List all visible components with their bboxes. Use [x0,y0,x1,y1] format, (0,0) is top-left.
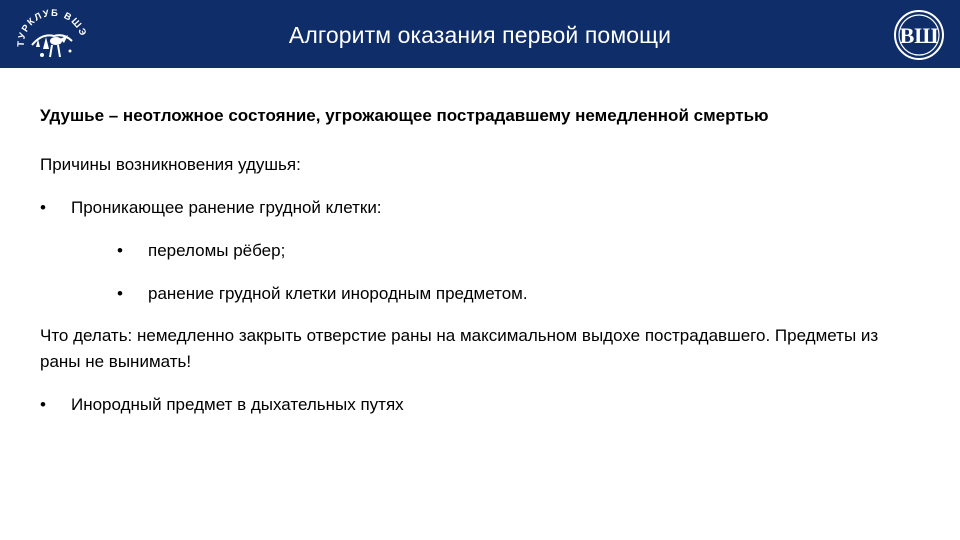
sub-list-item [40,281,900,307]
sub-list-item [40,238,900,264]
turclub-logo-text: ТУРКЛУБ ВШЭ [15,7,89,48]
slide-content [40,103,900,418]
what-to-do-text: Что делать: немедленно закрыть отверстие раны на максимальном выдохе пострадавшего. Предметы из раны не вынимать! [40,326,879,371]
sub-item-text: ранение грудной клетки инородным предметом. [148,284,528,303]
definition-text: Удушье – неотложное состояние, угрожающее пострадавшему немедленной смертью [40,106,769,125]
turclub-logo-icon [12,3,92,65]
slide-title: Алгоритм оказания первой помощи [288,22,672,48]
bullet-icon: • [117,284,123,303]
cause-2-text: Инородный предмет в дыхательных путях [71,395,404,414]
bullet-icon: • [117,241,123,260]
list-item [40,195,900,221]
cause-1-text: Проникающее ранение грудной клетки: [71,198,382,217]
bullet-icon: • [40,198,46,217]
hse-logo-icon [893,9,945,61]
bullet-icon: • [40,395,46,414]
list-item [40,392,900,418]
causes-heading: Причины возникновения удушья: [40,155,301,174]
hse-logo-text: ВШ [899,23,939,48]
header-bar [0,0,960,68]
sub-item-text: переломы рёбер; [148,241,286,260]
